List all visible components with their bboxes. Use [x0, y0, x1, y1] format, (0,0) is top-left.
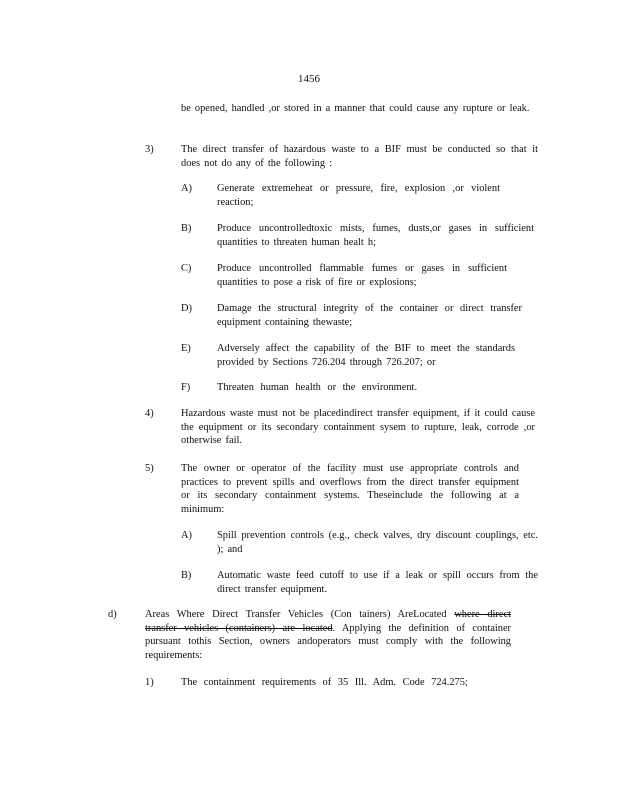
item-d-heading: Areas Where Direct Transfer Vehicles (Con tainers) AreLocated — [145, 609, 447, 620]
item-d-label: d) — [108, 609, 117, 620]
item-3b-text: Produce uncontrolledtoxic mists, fumes, dusts,or gases in sufficient quantities to threaten human healt h; — [217, 223, 534, 248]
item-3f-label: F) — [181, 382, 191, 393]
item-4-text: Hazardous waste must not be placedindirect transfer equipment, if it could cause the equipment or its secondary containment sysem to rupture, leak, corrode ,or otherwise fail. — [181, 408, 535, 446]
item-3a-text: Generate extremeheat or pressure, fire, explosion ,or violent reaction; — [217, 183, 500, 208]
item-d1-text: The containment requirements of 35 Ill. Adm. Code 724.275; — [181, 677, 468, 688]
item-3e-label: E) — [181, 343, 191, 354]
item-5a-label: A) — [181, 530, 192, 541]
item-3d-text: Damage the structural integrity of the container or direct transfer equipment containing thewaste; — [217, 303, 522, 328]
item-5a-text: Spill prevention controls (e.g., check valves, dry discount couplings, etc. ); and — [217, 530, 538, 555]
item-d1-label: 1) — [145, 677, 154, 688]
item-5b-label: B) — [181, 570, 192, 581]
item-5b-text: Automatic waste feed cutoff to use if a leak or spill occurs from the direct transfer equipment. — [217, 570, 538, 595]
item-3a-label: A) — [181, 183, 192, 194]
item-5-text: The owner or operator of the facility must use appropriate controls and practices to prevent spills and overflows from the direct transfer equipment or its secondary containment systems. Theseinclude the following at a minimum: — [181, 463, 519, 515]
page-number: 1456 — [298, 73, 320, 85]
item-3c-label: C) — [181, 263, 192, 274]
item-3-text: The direct transfer of hazardous waste to a BIF must be conducted so that it does not do any of the following : — [181, 144, 538, 169]
item-4-label: 4) — [145, 408, 154, 419]
item-5-label: 5) — [145, 463, 154, 474]
item-3f-text: Threaten human health or the environment. — [217, 382, 418, 393]
item-3b-label: B) — [181, 223, 192, 234]
item-d-body: . Applying the definition of container pursuant tothis Section, owners andoperators must comply with the following requirements: — [145, 622, 512, 661]
carryover-text: be opened, handled ,or stored in a manner that could cause any rupture or leak. — [181, 103, 530, 114]
item-3e-text: Adversely affect the capability of the BIF to meet the standards provided by Sections 726.204 through 726.207; or — [217, 343, 515, 368]
item-3c-text: Produce uncontrolled flammable fumes or gases in sufficient quantities to pose a risk of fire or explosions; — [217, 263, 507, 288]
item-d-text — [145, 608, 511, 662]
item-3-label: 3) — [145, 144, 154, 155]
item-3d-label: D) — [181, 303, 192, 314]
item-d-struck-text: where direct transfer vehicles (containers) are located — [145, 609, 511, 634]
